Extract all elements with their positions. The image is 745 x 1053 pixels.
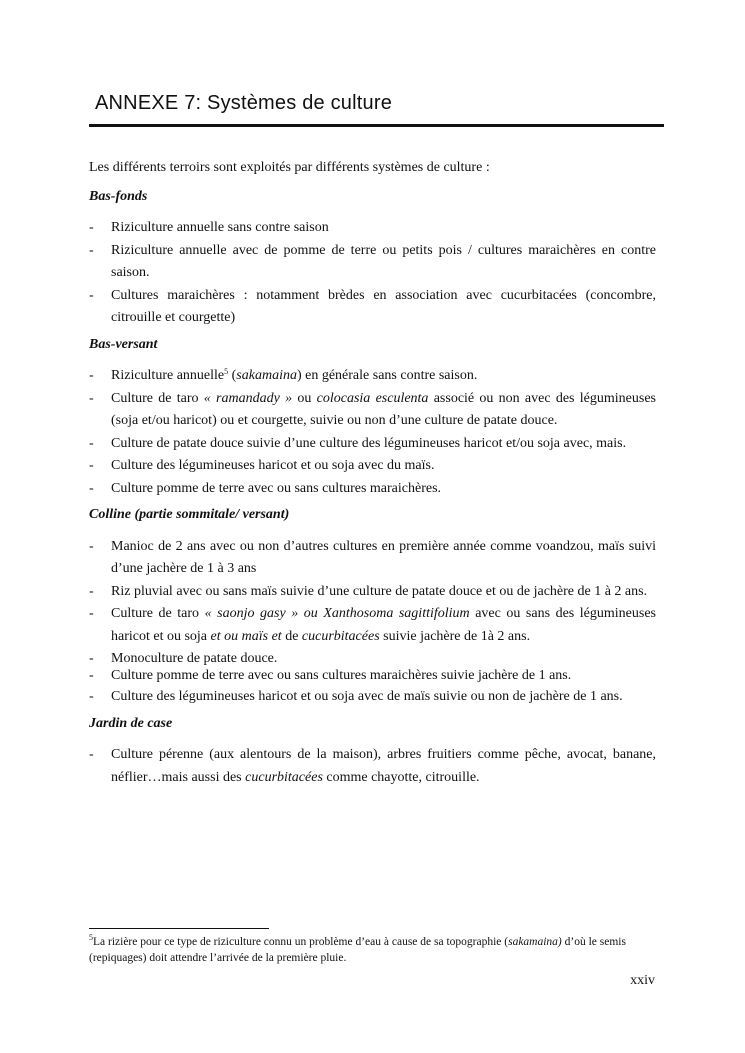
list-item [89,536,656,581]
list-item [89,285,656,330]
bullet-dash: - [89,368,94,383]
list-item [89,240,656,285]
list-item-text: Riziculture annuelle [111,368,225,383]
bullet-dash: - [89,242,94,258]
italic-term: cucurbitacées [301,628,380,644]
list-item-text: associé ou non avec des légumineuses (soja et/ou haricot) ou et courgette, suivie ou non d’une culture de patate douce. [111,390,656,428]
list-item-text: Culture des légumineuses haricot et ou soja avec du maïs. [111,458,435,473]
footnote [89,934,656,966]
list-item [89,686,656,709]
bullet-dash: - [89,689,94,704]
list-item-text: Culture de taro [111,606,205,621]
page-title: ANNEXE 7: Systèmes de culture [95,92,393,114]
footnote-separator [89,928,269,929]
italic-term: sakamaina) [508,936,562,948]
section-heading-bas-fonds: Bas-fonds [89,188,148,204]
bullet-dash: - [89,220,94,235]
italic-term: sakamaina [236,368,297,383]
footnote-number: 5 [89,933,93,942]
list-item-text: Culture de patate douce suivie d’une culture des légumineuses haricot et/ou soja avec, mais. [111,435,627,451]
footnote-ref: 5 [224,367,229,376]
italic-term: « ramandady » [203,390,293,406]
bullet-dash: - [89,480,94,496]
list-item-text: Culture des légumineuses haricot et ou soja avec de maïs suivie ou non de jachère de 1 ans. [111,689,623,704]
list-item-text: Manioc de 2 ans avec ou non d’autres cultures en première année comme voandzou, maïs suivi d’une jachère de 1 à 3 ans [111,538,656,576]
bas-versant-list [89,365,656,500]
list-item [89,650,656,667]
list-item-text: Culture pomme de terre avec ou sans cultures maraichères. [111,480,442,496]
list-item [89,667,656,684]
list-item [89,388,656,433]
list-item [89,455,656,478]
list-item-text: Riziculture annuelle sans contre saison [111,220,329,235]
colline-list-compact [89,650,656,684]
bullet-dash: - [89,668,94,683]
italic-term: colocasia esculenta [316,390,429,406]
list-item-text: Riziculture annuelle avec de pomme de terre ou petits pois / cultures maraichères en contre saison. [111,242,656,280]
bullet-dash: - [89,583,94,599]
list-item [89,365,656,388]
bullet-dash: - [89,538,94,554]
list-item-text: Cultures maraichères : notamment brèdes en association avec cucurbitacées (concombre, citrouille et courgette) [111,287,656,325]
jardin-list [89,744,656,789]
title-underline [89,124,664,127]
list-item [89,478,656,501]
italic-term: cucurbitacées [245,769,323,785]
intro-text: Les différents terroirs sont exploités par différents systèmes de culture : [89,160,490,175]
list-item [89,217,656,240]
section-heading-colline: Colline (partie sommitale/ versant) [89,507,290,522]
list-item [89,581,656,604]
list-item-text: Monoculture de patate douce. [111,651,278,666]
list-item [89,744,656,789]
bullet-dash: - [89,287,94,303]
list-item-text: suivie jachère de 1à 2 ans. [379,628,531,644]
list-item-text: comme chayotte, citrouille. [322,769,480,785]
list-item-text: Culture pérenne (aux alentours de la maison), arbres fruitiers comme pêche, avocat, banane, néflier…mais aussi des [111,747,656,785]
footnote-text: d’où le semis (repiquages) doit attendre l’arrivée de la première pluie. [89,936,626,964]
colline-list [89,536,656,649]
bullet-dash: - [89,747,94,762]
list-item [89,603,656,648]
list-item-text: avec ou sans des légumineuses haricot et ou soja [111,606,656,644]
italic-term: et ou maïs et [210,628,282,644]
bullet-dash: - [89,435,94,451]
bullet-dash: - [89,651,94,666]
list-item-text: de [281,628,302,644]
list-item-text: ( [228,368,237,383]
document-body [89,157,656,793]
list-item-text: Culture pomme de terre avec ou sans cultures maraichères suivie jachère de 1 ans. [111,668,572,683]
bas-fonds-list [89,217,656,330]
list-item-text: ou [292,390,317,406]
footnote-text: La rizière pour ce type de riziculture connu un problème d’eau à cause de sa topographie ( [93,936,509,948]
italic-term: « saonjo gasy » ou Xanthosoma sagittifolium [204,606,470,621]
list-item-text: Culture de taro [111,390,204,406]
list-item-text: Riz pluvial avec ou sans maïs suivie d’une culture de patate douce et ou de jachère de 1 à 2 ans. [111,583,648,599]
bullet-dash: - [89,390,94,406]
list-item-text: ) en générale sans contre saison. [296,368,478,383]
section-heading-bas-versant: Bas-versant [89,336,158,352]
page-number: xxiv [630,973,655,988]
bullet-dash: - [89,458,94,473]
list-item [89,433,656,456]
section-heading-jardin: Jardin de case [89,715,173,731]
colline-list-end [89,686,656,709]
bullet-dash: - [89,606,94,621]
